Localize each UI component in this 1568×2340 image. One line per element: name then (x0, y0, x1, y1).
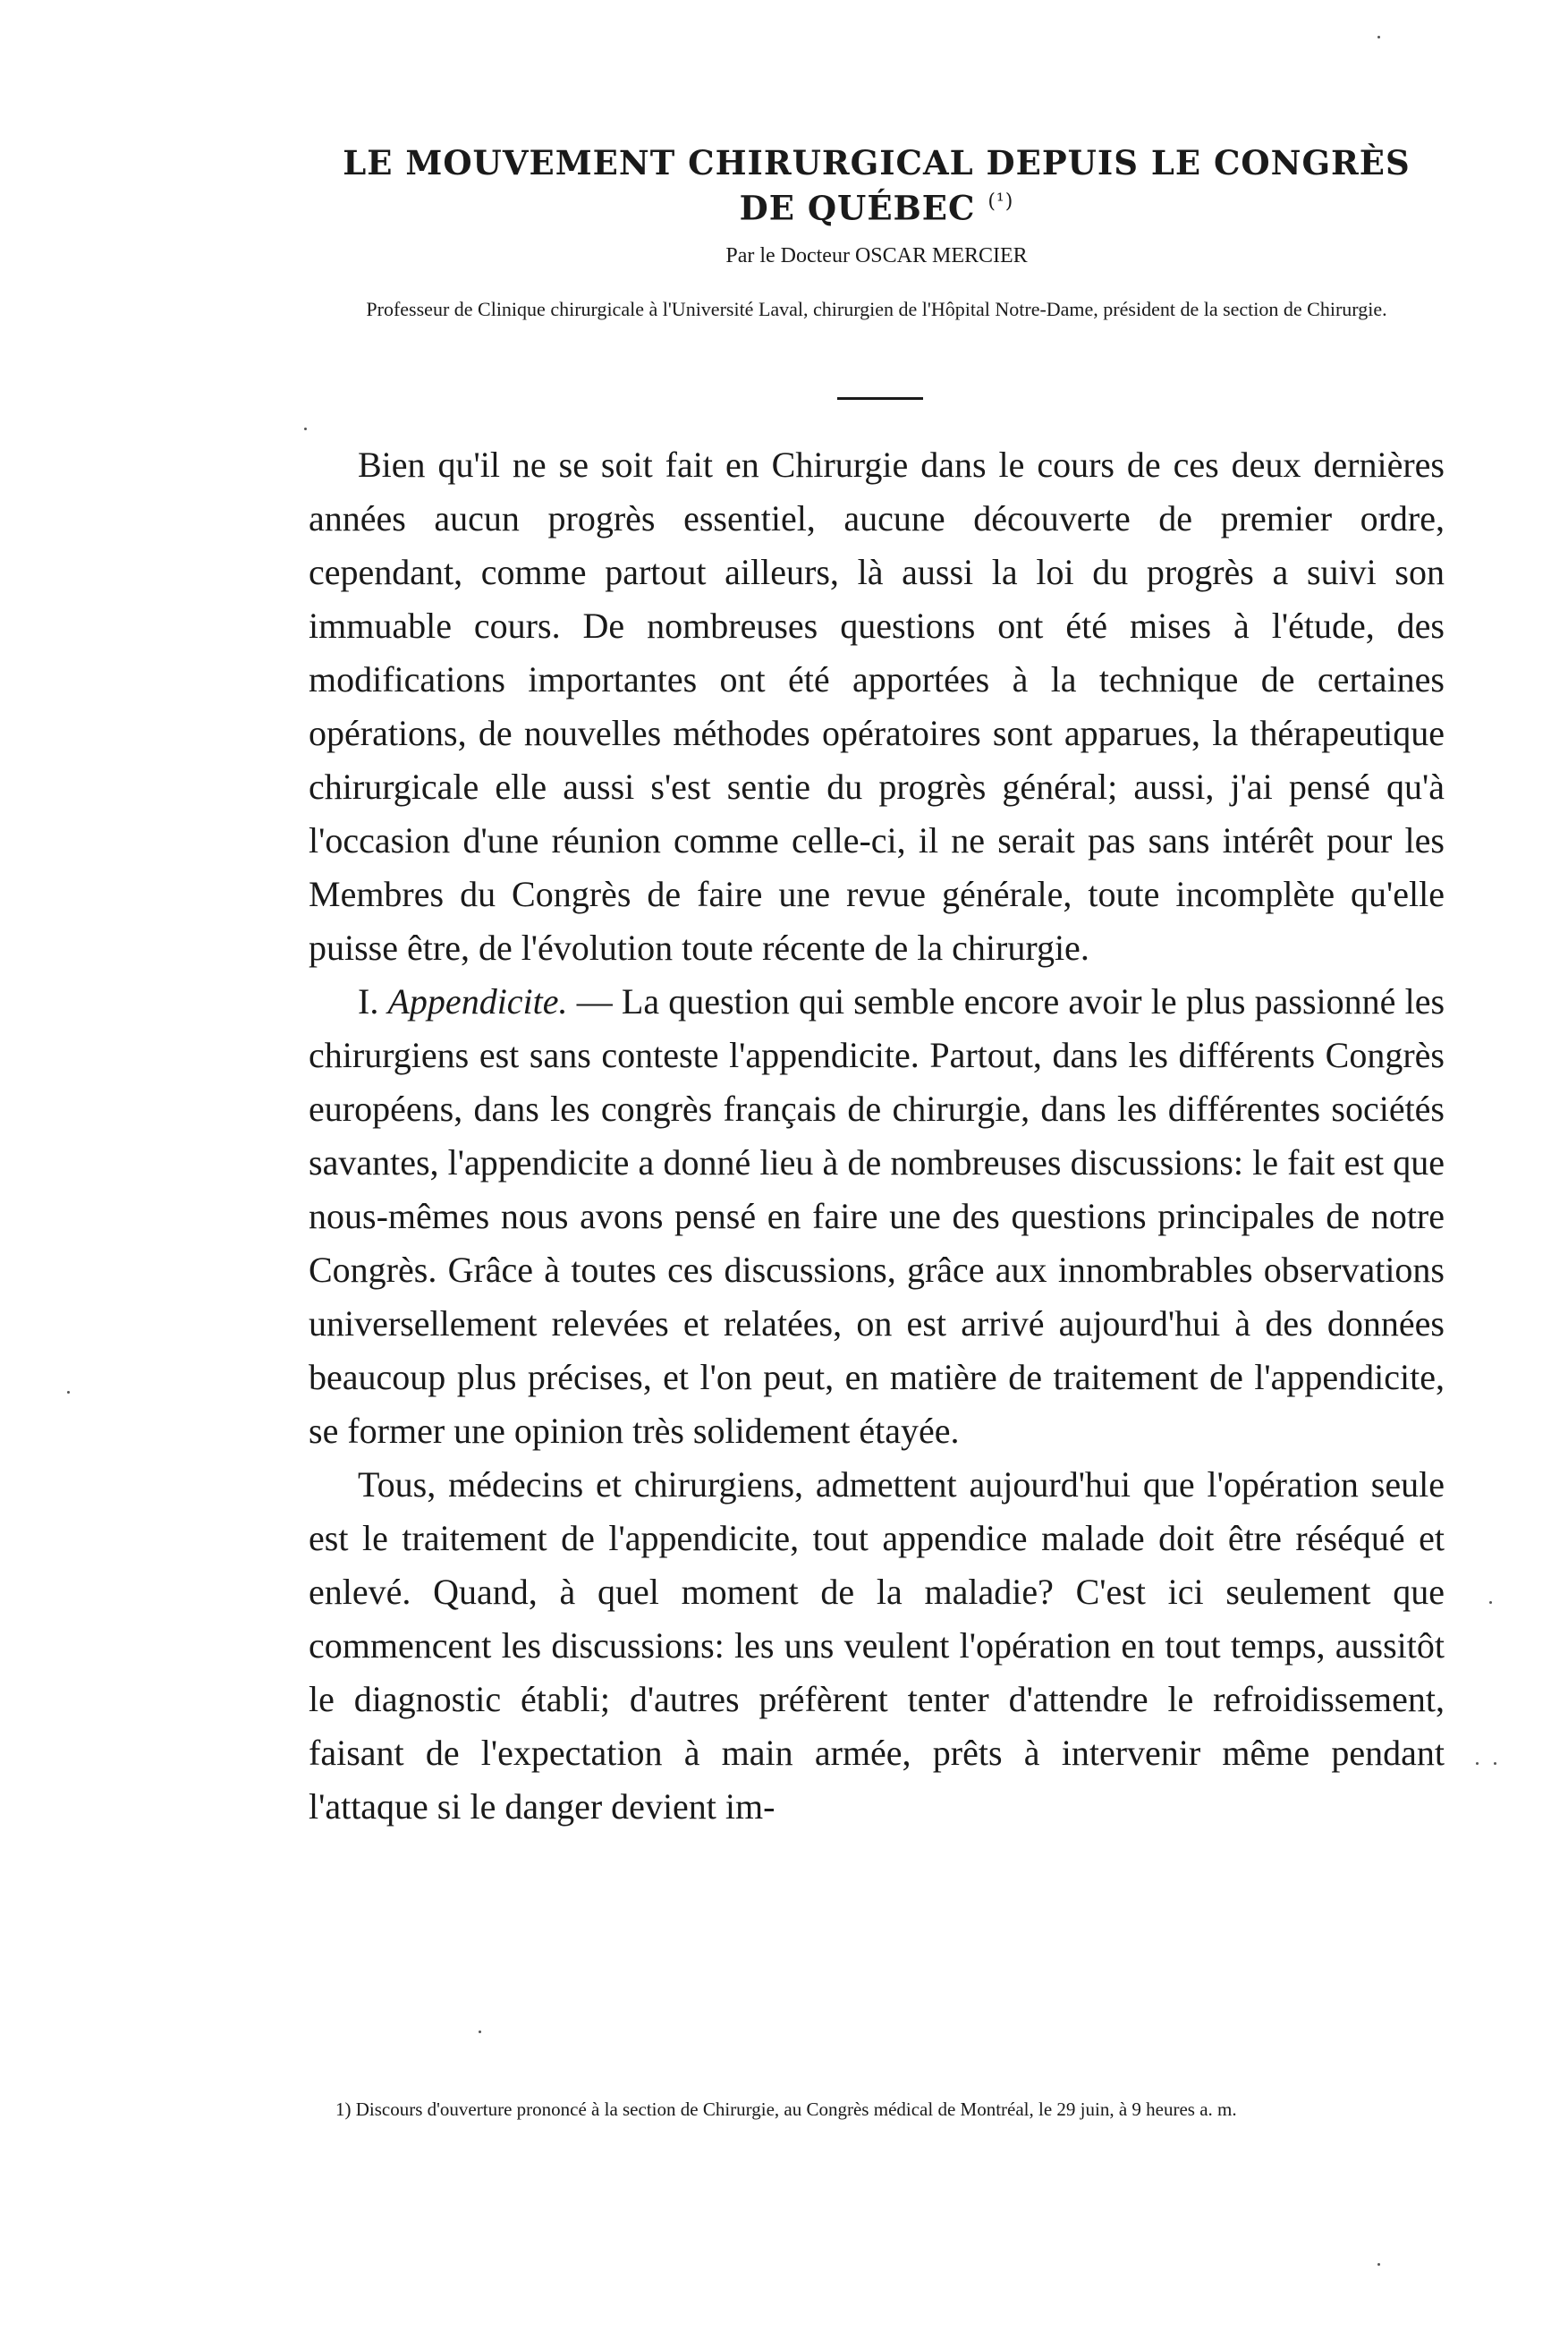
print-speck (304, 428, 307, 430)
print-speck (1377, 36, 1380, 38)
section-number: I. (358, 981, 379, 1022)
author-byline: Par le Docteur OSCAR MERCIER (725, 244, 1028, 267)
separator-rule (837, 397, 923, 400)
print-speck (479, 2031, 481, 2033)
body-paragraph-3: Tous, médecins et chirurgiens, admettent aujourd'hui que l'opération seule est le traitement de l'appendicite, tout appendice malade doit être réséqué et enlevé. Quand, à quel moment de la maladie? C'est ici seulement que commencent les discussions: les uns veulent l'opération en tout temps, aussitôt le diagnostic établi; d'autres préfèrent tenter d'attendre le refroidissement, faisant de l'expectation à main armée, prêts à intervenir même pendant l'attaque si le danger devient im- (309, 1464, 1445, 1827)
footnote: 1) Discours d'ouverture prononcé à la section de Chirurgie, au Congrès médical de Montréal, le 29 juin, à 9 heures a. m. (335, 2098, 1237, 2120)
body-paragraph-2 (309, 975, 1445, 1458)
print-speck (1476, 1762, 1479, 1765)
article-body (309, 438, 1445, 1834)
print-speck (1494, 1762, 1496, 1765)
title-line-2 (304, 182, 1449, 227)
body-paragraph-2-text: — La question qui semble encore avoir le plus passionné les chirurgiens est sans conteste l'appendicite. Partout, dans les différents Congrès européens, dans les congrès français de chirurgie, dans les différentes sociétés savantes, l'appendicite a donné lieu à de nombreuses discussions: le fait est que nous-mêmes nous avons pensé en faire une des questions principales de notre Congrès. Grâce à toutes ces discussions, grâce aux innombrables observations universellement relevées et relatées, on est arrivé aujourd'hui à des données beaucoup plus précises, et l'on peut, en matière de traitement de l'appendicite, se former une opinion très solidement étayée. (309, 981, 1445, 1451)
body-paragraph-1: Bien qu'il ne se soit fait en Chirurgie dans le cours de ces deux dernières années aucun progrès essentiel, aucune découverte de premier ordre, cependant, comme partout ailleurs, là aussi la loi du progrès a suivi son immuable cours. De nombreuses questions ont été mises à l'étude, des modifications importantes ont été apportées à la technique de certaines opérations, de nouvelles méthodes opératoires sont apparues, la thérapeutique chirurgicale elle aussi s'est sentie du progrès général; aussi, j'ai pensé qu'à l'occasion d'une réunion comme celle-ci, il ne serait pas sans intérêt pour les Membres du Congrès de faire une revue générale, toute incomplète qu'elle puisse être, de l'évolution toute récente de la chirurgie. (309, 445, 1445, 968)
print-speck (1489, 1601, 1492, 1604)
article-title (304, 143, 1449, 227)
title-line-2-text: DE QUÉBEC (739, 188, 976, 228)
print-speck (67, 1391, 70, 1394)
section-heading: Appendicite. (387, 981, 568, 1022)
title-footnote-marker: (¹) (987, 191, 1014, 213)
title-line-1: LE MOUVEMENT CHIRURGICAL DEPUIS LE CONGRÈS (343, 143, 1411, 182)
author-affiliation: Professeur de Clinique chirurgicale à l'Université Laval, chirurgien de l'Hôpital Notre-Dame, président de la section de Chirurgie. (366, 298, 1387, 320)
print-speck (1377, 2263, 1380, 2266)
